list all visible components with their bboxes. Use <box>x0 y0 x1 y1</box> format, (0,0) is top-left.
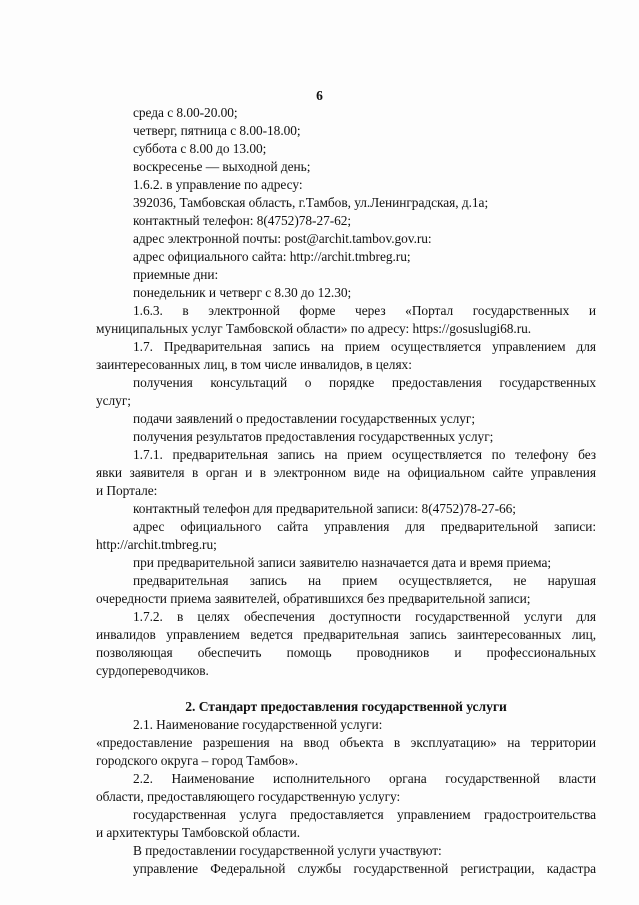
text-line: контактный телефон: 8(4752)78-27-62; <box>133 213 352 228</box>
text-line: получения результатов предоставления государственных услуг; <box>133 429 494 444</box>
text-line: городского округа – город Тамбов». <box>96 753 299 768</box>
text-line: адрес официального сайта управления для предварительной записи: <box>133 519 596 534</box>
text-line: 1.6.3. в электронной форме через «Портал государственных и <box>133 303 596 318</box>
text-line: очередности приема заявителей, обратившихся без предварительной записи; <box>96 591 531 606</box>
text-line: муниципальных услуг Тамбовской области» по адресу: https://gosuslugi68.ru. <box>96 321 532 336</box>
text-line: предварительная запись на прием осуществляется, не нарушая <box>133 573 596 588</box>
text-line: области, предоставляющего государственную услугу: <box>96 789 401 804</box>
text-line: государственная услуга предоставляется управлением градостроительства <box>133 807 596 822</box>
text-line: управление Федеральной службы государственной регистрации, кадастра <box>133 861 596 876</box>
text-line: услуг; <box>96 393 131 408</box>
text-line: 1.6.2. в управление по адресу: <box>133 177 303 192</box>
text-line: позволяющая обеспечить помощь проводников и профессиональных <box>96 645 596 660</box>
text-line: 1.7.1. предварительная запись на прием осуществляется по телефону без <box>133 447 596 462</box>
text-line: 2.2. Наименование исполнительного органа государственной власти <box>133 771 596 786</box>
text-line: суббота с 8.00 до 13.00; <box>133 141 267 156</box>
text-line: при предварительной записи заявителю назначается дата и время приема; <box>133 555 552 570</box>
text-line: и архитектуры Тамбовской области. <box>96 825 301 840</box>
text-line: приемные дни: <box>133 267 219 282</box>
text-line: среда с 8.00-20.00; <box>133 105 238 120</box>
text-line: заинтересованных лиц, в том числе инвалидов, в целях: <box>96 357 412 372</box>
text-line: В предоставлении государственной услуги участвуют: <box>133 843 442 858</box>
text-line: понедельник и четверг с 8.30 до 12.30; <box>133 285 352 300</box>
text-line: сурдопереводчиков. <box>96 663 209 678</box>
text-line: получения консультаций о порядке предоставления государственных <box>133 375 596 390</box>
text-line: четверг, пятница с 8.00-18.00; <box>133 123 301 138</box>
section-heading: 2. Стандарт предоставления государственной услуги <box>185 699 507 714</box>
text-line: контактный телефон для предварительной записи: 8(4752)78-27-66; <box>133 501 516 516</box>
text-line: подачи заявлений о предоставлении государственных услуг; <box>133 411 476 426</box>
text-line: 1.7. Предварительная запись на прием осуществляется управлением для <box>133 339 596 354</box>
text-line: воскресенье — выходной день; <box>133 159 311 174</box>
text-line: и Портале: <box>96 483 158 498</box>
text-line: адрес официального сайта: http://archit.tmbreg.ru; <box>133 249 411 264</box>
text-line: явки заявителя в орган и в электронном виде на официальном сайте управления <box>96 465 596 480</box>
text-line: http://archit.tmbreg.ru; <box>96 537 217 552</box>
text-line: адрес электронной почты: post@archit.tambov.gov.ru: <box>133 231 432 246</box>
text-line: 1.7.2. в целях обеспечения доступности государственной услуги для <box>133 609 596 624</box>
text-line: «предоставление разрешения на ввод объекта в эксплуатацию» на территории <box>96 735 596 750</box>
text-line: 2.1. Наименование государственной услуги: <box>133 717 383 732</box>
page-number: 6 <box>316 88 323 103</box>
text-line: инвалидов управлением ведется предварительная запись заинтересованных лиц, <box>96 627 596 642</box>
text-line: 392036, Тамбовская область, г.Тамбов, ул.Ленинградская, д.1а; <box>133 195 489 210</box>
